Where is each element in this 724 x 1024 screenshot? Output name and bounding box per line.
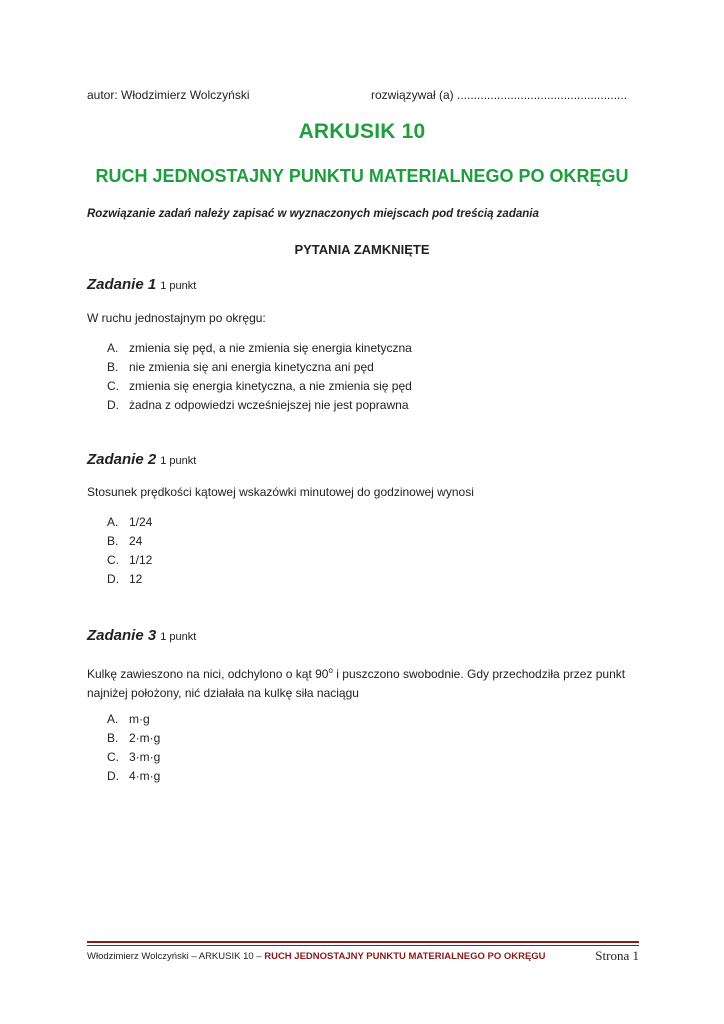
page-footer <box>87 948 639 963</box>
task-3-option-b[interactable] <box>107 729 160 748</box>
option-text: zmienia się pęd, a nie zmienia się energia kinetyczna <box>129 341 412 355</box>
task-3-heading <box>87 627 196 644</box>
option-text: 1/24 <box>129 515 153 529</box>
worksheet-subtitle: RUCH JEDNOSTAJNY PUNKTU MATERIALNEGO PO OKRĘGU <box>95 166 629 186</box>
footer-left-text: Włodzimierz Wolczyński – ARKUSIK 10 – <box>87 951 265 962</box>
task-1-option-c[interactable] <box>107 377 412 396</box>
task-3-option-d[interactable] <box>107 767 160 786</box>
option-letter: B. <box>107 360 119 374</box>
page-number: Strona 1 <box>595 948 639 963</box>
worksheet-title: ARKUSIK 10 <box>298 120 426 143</box>
option-letter: D. <box>107 398 119 412</box>
option-text: żadna z odpowiedzi wcześniejszej nie jest poprawna <box>129 398 409 412</box>
task-2-option-b[interactable] <box>107 532 152 551</box>
task-3-option-a[interactable] <box>107 710 160 729</box>
option-letter: D. <box>107 572 119 586</box>
task-2-title: Zadanie 2 <box>87 451 157 468</box>
task-3-title: Zadanie 3 <box>87 627 157 644</box>
task-1-heading <box>87 276 196 293</box>
option-text: 4·m·g <box>129 769 161 783</box>
task-2-option-a[interactable] <box>107 513 152 532</box>
task-2-option-d[interactable] <box>107 570 152 589</box>
option-text: 1/12 <box>129 553 153 567</box>
task-2-points: 1 punkt <box>160 455 197 467</box>
task-3-option-c[interactable] <box>107 748 160 767</box>
footer-accent-text: RUCH JEDNOSTAJNY PUNKTU MATERIALNEGO PO OKRĘGU <box>264 951 546 962</box>
task-2-heading <box>87 451 196 468</box>
option-text: 12 <box>129 572 143 586</box>
option-letter: B. <box>107 534 119 548</box>
task-2-option-c[interactable] <box>107 551 152 570</box>
option-text: nie zmienia się ani energia kinetyczna ani pęd <box>129 360 374 374</box>
footer-divider-thin <box>87 945 639 946</box>
task-3-question-part2: i puszczono swobodnie. Gdy przechodziła przez punkt najniżej położony, nić działała na kulkę siła naciągu <box>87 667 626 700</box>
task-3-question-part1: Kulkę zawieszono na nici, odchylono o kąt 90 <box>87 667 329 681</box>
task-3-points: 1 punkt <box>160 631 197 643</box>
option-letter: C. <box>107 750 119 764</box>
task-3-question <box>87 661 647 703</box>
option-letter: A. <box>107 515 119 529</box>
option-letter: A. <box>107 341 119 355</box>
option-letter: C. <box>107 379 119 393</box>
option-letter: A. <box>107 712 119 726</box>
option-letter: B. <box>107 731 119 745</box>
footer-divider <box>87 941 639 943</box>
option-text: m·g <box>129 712 150 726</box>
task-1-question: W ruchu jednostajnym po okręgu: <box>87 311 266 325</box>
task-1-option-d[interactable] <box>107 396 412 415</box>
option-text: 24 <box>129 534 143 548</box>
degree-sign: o <box>328 666 333 675</box>
option-text: 3·m·g <box>129 750 161 764</box>
solved-by-line: rozwiązywał (a) ................................................... <box>371 88 628 102</box>
option-letter: C. <box>107 553 119 567</box>
task-1-title: Zadanie 1 <box>87 276 157 293</box>
author-line: autor: Włodzimierz Wolczyński <box>87 88 250 102</box>
task-1-option-a[interactable] <box>107 339 412 358</box>
option-text: 2·m·g <box>129 731 161 745</box>
task-2-options <box>107 513 152 589</box>
task-1-options <box>107 339 412 415</box>
option-text: zmienia się energia kinetyczna, a nie zmienia się pęd <box>129 379 412 393</box>
task-1-points: 1 punkt <box>160 280 197 292</box>
task-3-options <box>107 710 160 786</box>
task-2-question: Stosunek prędkości kątowej wskazówki minutowej do godzinowej wynosi <box>87 485 474 499</box>
instruction-text: Rozwiązanie zadań należy zapisać w wyznaczonych miejscach pod treścią zadania <box>87 208 539 220</box>
option-letter: D. <box>107 769 119 783</box>
section-title: PYTANIA ZAMKNIĘTE <box>294 242 430 257</box>
task-1-option-b[interactable] <box>107 358 412 377</box>
